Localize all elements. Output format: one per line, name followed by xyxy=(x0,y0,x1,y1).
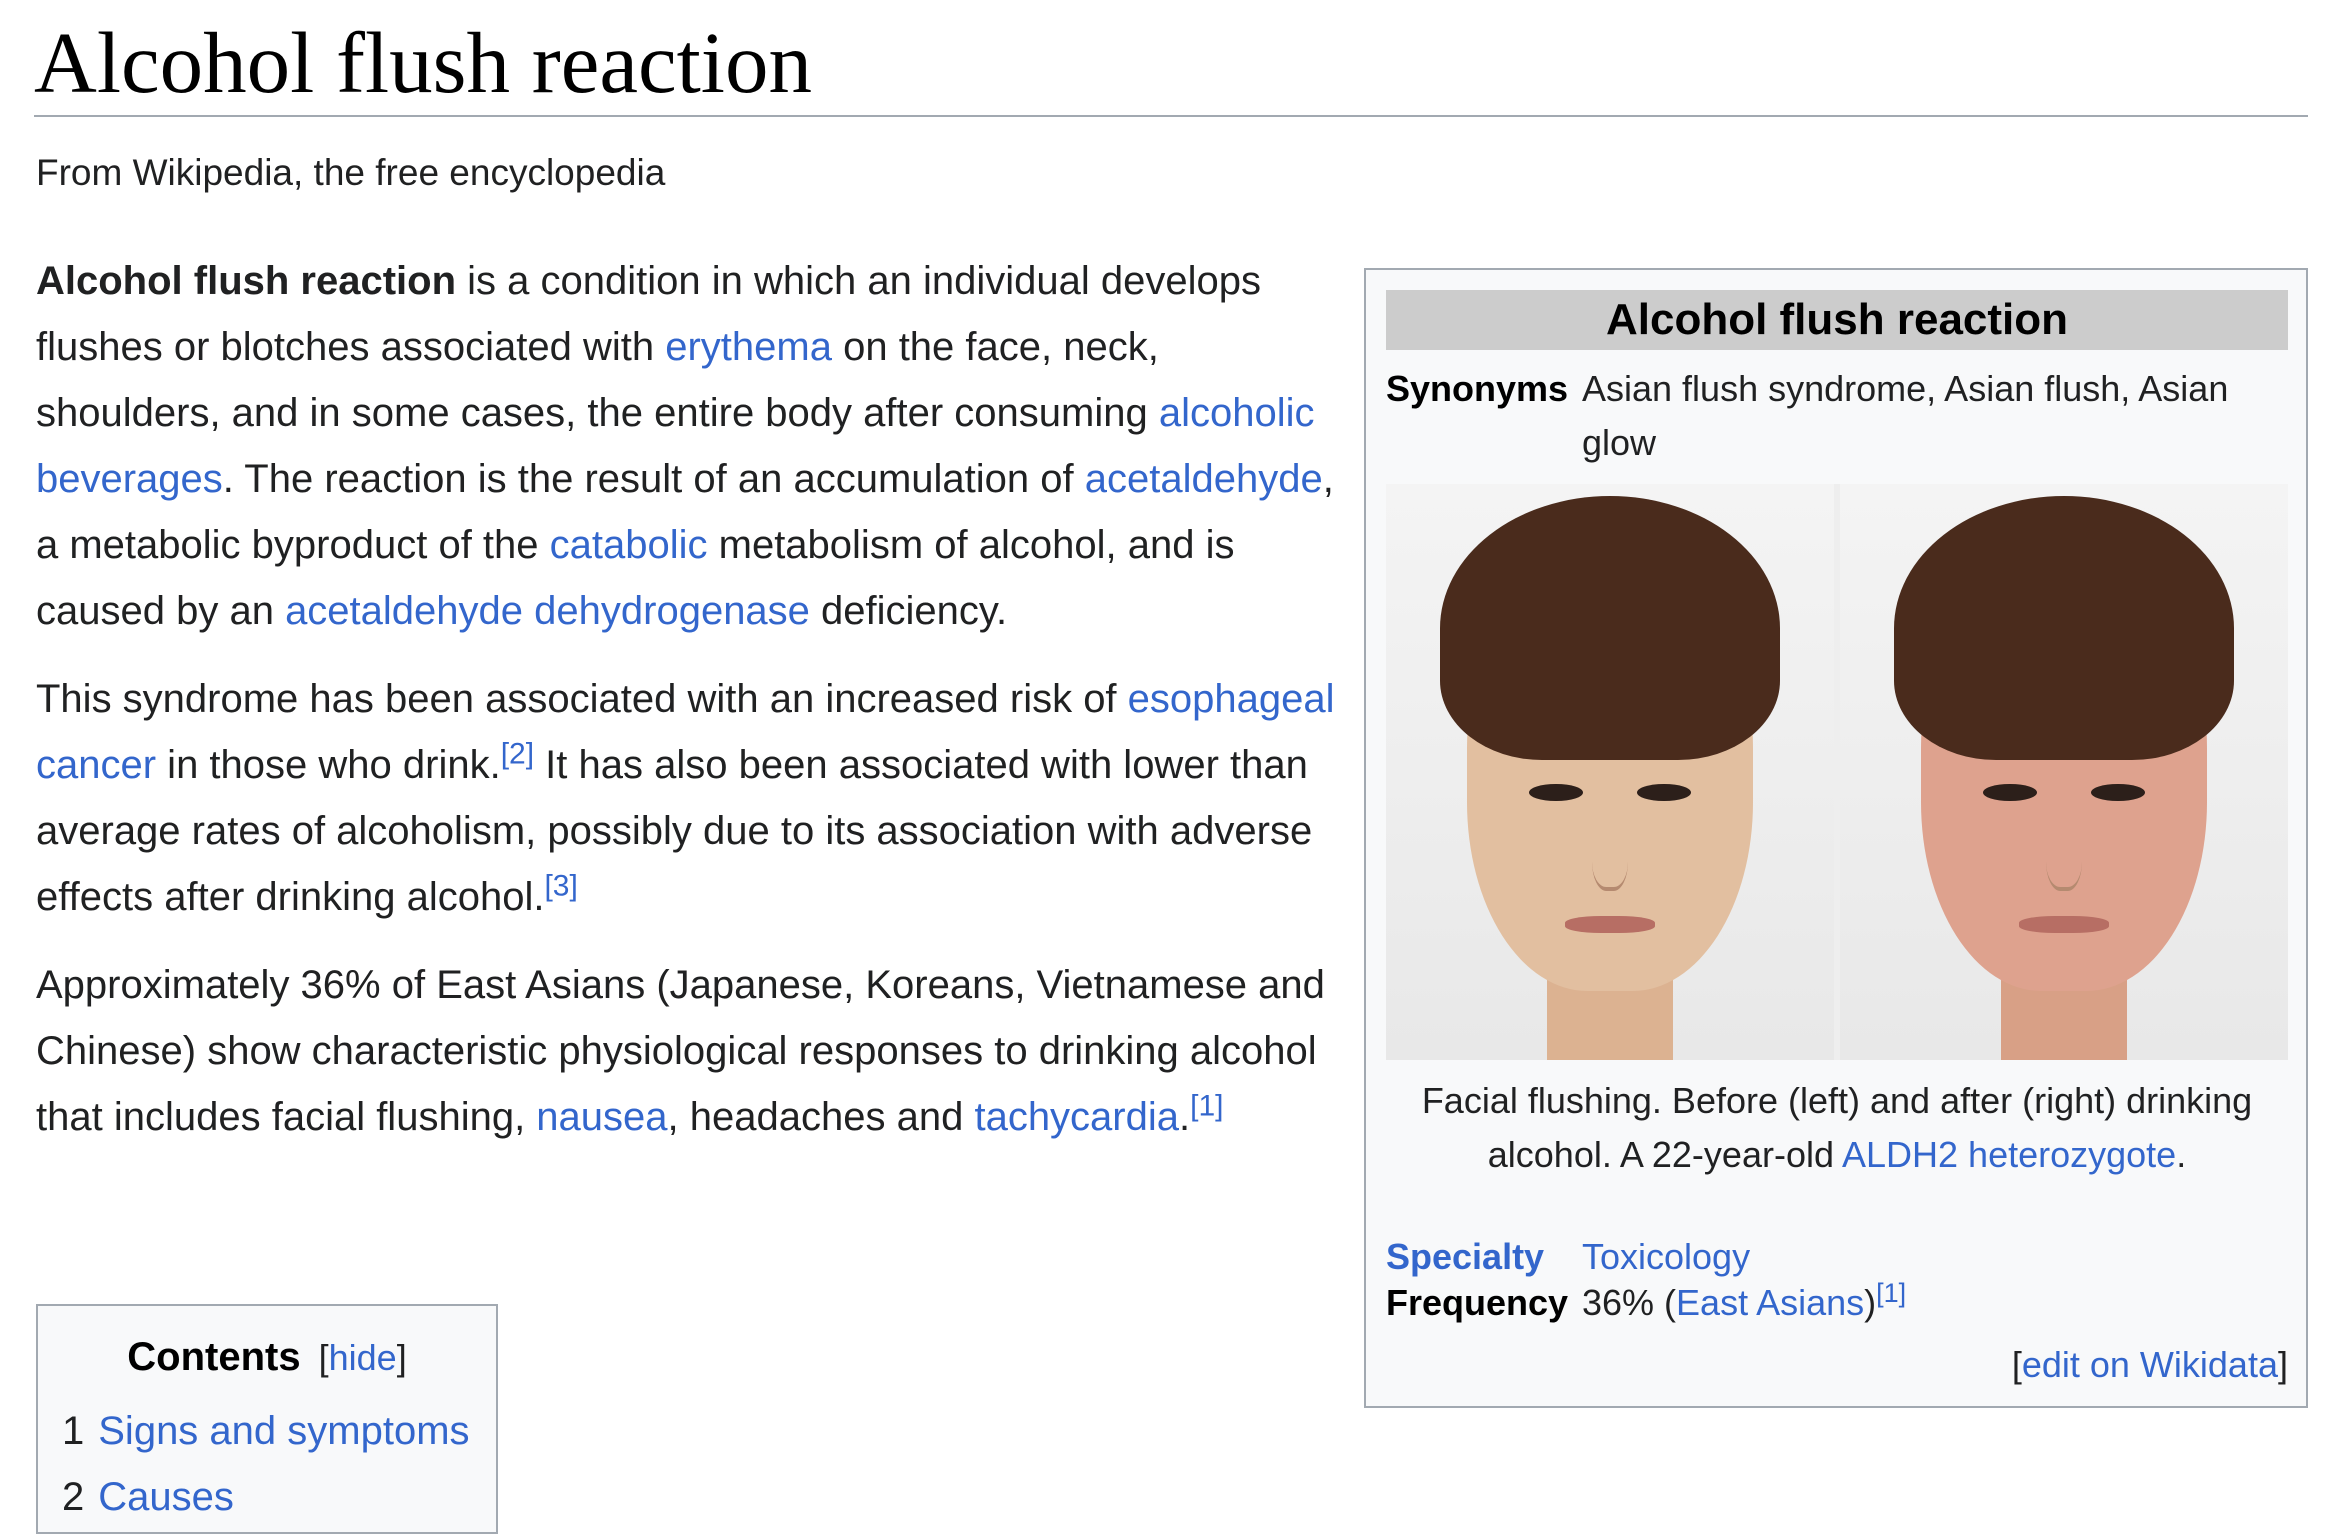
infobox-header: Alcohol flush reaction xyxy=(1386,290,2288,350)
infobox-image-caption: Facial flushing. Before (left) and after (right) drinking alcohol. A 22-year-old ALDH2 heterozygote. xyxy=(1421,1080,2253,1175)
link-catabolic[interactable]: catabolic xyxy=(549,523,708,567)
frequency-value: 36% (East Asians)[1] xyxy=(1582,1278,1907,1323)
reference-2-link[interactable]: [2] xyxy=(500,737,535,771)
link-nausea[interactable]: nausea xyxy=(536,1095,668,1139)
synonyms-value: Asian flush syndrome, Asian flush, Asian glow xyxy=(1582,368,2229,463)
table-of-contents xyxy=(36,1304,498,1534)
infobox-image-facial-flushing[interactable] xyxy=(1386,484,2288,1060)
link-tachycardia[interactable]: tachycardia xyxy=(974,1095,1180,1139)
lead-paragraph-3: Approximately 36% of East Asians (Japanese, Koreans, Vietnamese and Chinese) show characteristic physiological responses to drinking alcohol that includes facial flushing, nausea, headaches and tachycardia.[1] xyxy=(36,963,1325,1139)
page-title: Alcohol flush reaction xyxy=(34,14,812,111)
lead-paragraph-2: This syndrome has been associated with an increased risk of esophageal cancer in those who drink.[2] It has also been associated with lower than average rates of alcoholism, possibly due to its association with adverse effects after drinking alcohol.[3] xyxy=(36,677,1335,919)
toc-item-number: 1 xyxy=(62,1409,85,1453)
specialty-label-link[interactable]: Specialty xyxy=(1386,1236,1545,1277)
title-divider xyxy=(34,115,2308,117)
toc-item-number: 2 xyxy=(62,1475,85,1519)
toc-item[interactable] xyxy=(62,1406,470,1456)
link-esophageal-cancer[interactable]: esophageal cancer xyxy=(36,677,1335,787)
toc-hide-link[interactable]: hide xyxy=(328,1337,397,1378)
face-after-image xyxy=(1840,484,2288,1060)
toc-link-signs-and-symptoms[interactable]: Signs and symptoms xyxy=(98,1409,470,1453)
frequency-label: Frequency xyxy=(1386,1282,1569,1323)
toc-link-causes[interactable]: Causes xyxy=(98,1475,234,1519)
page-tagline: From Wikipedia, the free encyclopedia xyxy=(36,152,666,193)
toc-item[interactable] xyxy=(62,1472,234,1522)
link-acetaldehyde-dehydrogenase[interactable]: acetaldehyde dehydrogenase xyxy=(285,589,810,633)
link-erythema[interactable]: erythema xyxy=(665,325,832,369)
lead-paragraph-1: Alcohol flush reaction is a condition in which an individual develops flushes or blotches associated with erythema on the face, neck, shoulders, and in some cases, the entire body after consuming alcoholic beverages. The reaction is the result of an accumulation of acetaldehyde, a metabolic byproduct of the catabolic metabolism of alcohol, and is caused by an acetaldehyde dehydrogenase deficiency. xyxy=(36,259,1334,633)
article-subject-bold: Alcohol flush reaction xyxy=(36,259,457,303)
article-body xyxy=(36,248,1336,1172)
link-alcoholic-beverages[interactable]: alcoholic beverages xyxy=(36,391,1315,501)
reference-1-link-infobox[interactable]: [1] xyxy=(1876,1278,1907,1308)
edit-on-wikidata: [edit on Wikidata] xyxy=(2011,1344,2288,1385)
link-toxicology[interactable]: Toxicology xyxy=(1582,1236,1751,1277)
link-acetaldehyde[interactable]: acetaldehyde xyxy=(1084,457,1323,501)
link-east-asians[interactable]: East Asians xyxy=(1676,1282,1865,1323)
toc-hide-toggle: [hide] xyxy=(318,1337,407,1378)
toc-title: Contents xyxy=(127,1335,301,1379)
link-aldh2-heterozygote[interactable]: ALDH2 heterozygote xyxy=(1842,1134,2177,1175)
reference-3-link[interactable]: [3] xyxy=(544,869,578,903)
toc-title-row xyxy=(38,1332,496,1383)
reference-1-link[interactable]: [1] xyxy=(1190,1089,1224,1123)
edit-on-wikidata-link[interactable]: edit on Wikidata xyxy=(2021,1344,2278,1385)
synonyms-label: Synonyms xyxy=(1386,368,1569,409)
infobox xyxy=(1364,268,2308,1408)
face-before-image xyxy=(1386,484,1834,1060)
